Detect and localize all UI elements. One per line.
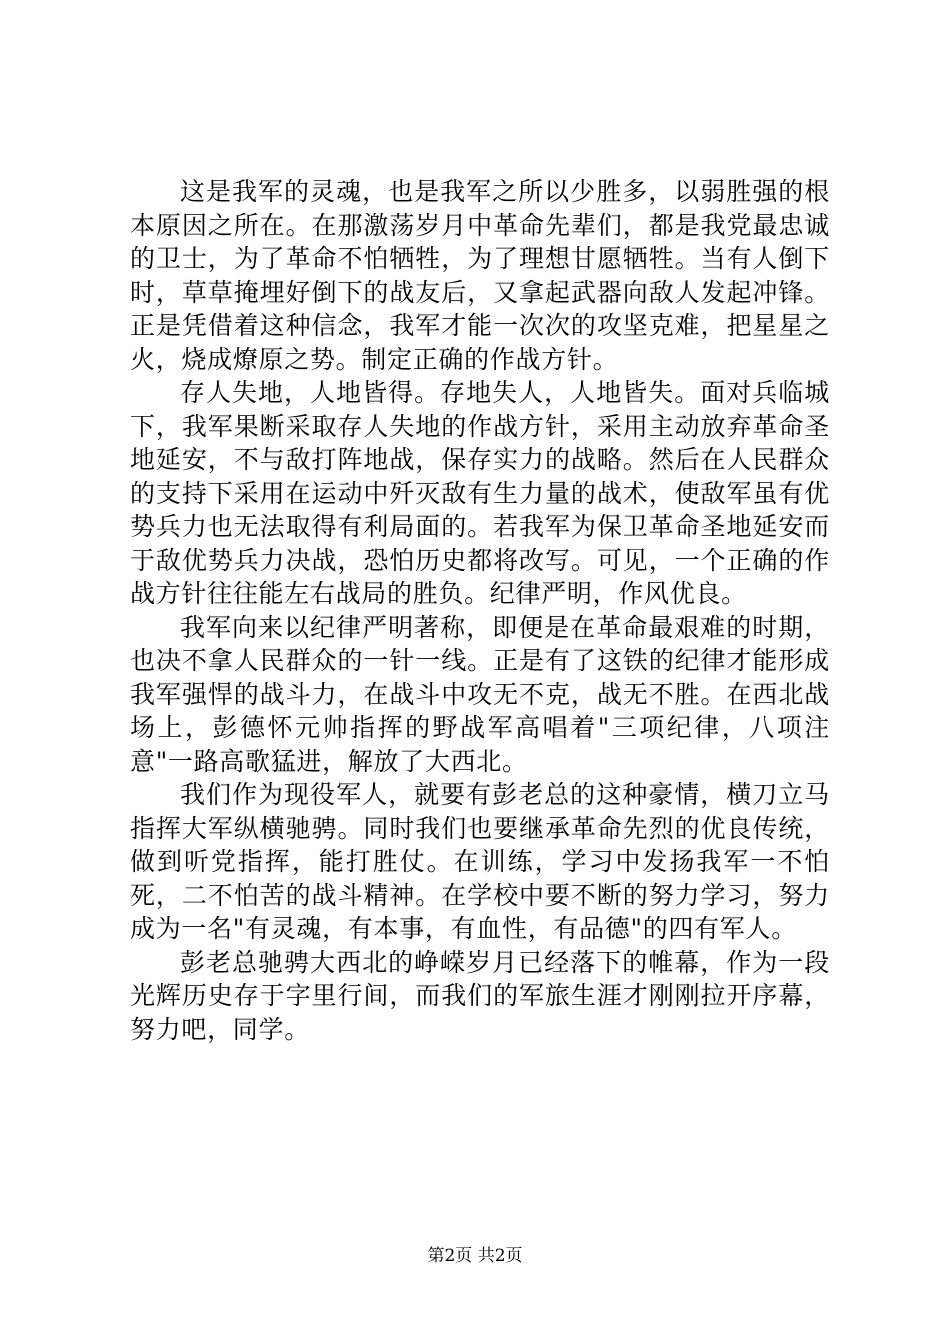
paragraph-3: 我军向来以纪律严明著称，即便是在革命最艰难的时期，也决不拿人民群众的一针一线。正是有了这铁的纪律才能形成我军强悍的战斗力，在战斗中攻无不克，战无不胜。在西北战场上，彭德怀元帅指挥的野战军高唱着"三项纪律，八项注意"一路高歌猛进，解放了大西北。 [130, 612, 830, 776]
paragraph-2: 存人失地，人地皆得。存地失人，人地皆失。面对兵临城下，我军果断采取存人失地的作战方针，采用主动放弃革命圣地延安，不与敌打阵地战，保存实力的战略。然后在人民群众的支持下采用在运动中歼灭敌有生力量的战术，使敌军虽有优势兵力也无法取得有利局面的。若我军为保卫革命圣地延安而于敌优势兵力决战，恐怕历史都将改写。可见，一个正确的作战方针往往能左右战局的胜负。纪律严明，作风优良。 [130, 378, 830, 608]
paragraph-5: 彭老总驰骋大西北的峥嵘岁月已经落下的帷幕，作为一段光辉历史存于字里行间，而我们的军旅生涯才刚刚拉开序幕，努力吧，同学。 [130, 947, 830, 1044]
paragraph-4: 我们作为现役军人，就要有彭老总的这种豪情，横刀立马指挥大军纵横驰骋。同时我们也要继承革命先烈的优良传统，做到听党指挥，能打胜仗。在训练，学习中发扬我军一不怕死，二不怕苦的战斗精神。在学校中要不断的努力学习，努力成为一名"有灵魂，有本事，有血性，有品德"的四有军人。 [130, 780, 830, 943]
body-text [130, 175, 830, 1046]
paragraph-1: 这是我军的灵魂，也是我军之所以少胜多，以弱胜强的根本原因之所在。在那激荡岁月中革命先辈们，都是我党最忠诚的卫士，为了革命不怕牺牲，为了理想甘愿牺牲。当有人倒下时，草草掩埋好倒下的战友后，又拿起武器向敌人发起冲锋。正是凭借着这种信念，我军才能一次次的攻坚克难，把星星之火，烧成燎原之势。制定正确的作战方针。 [130, 177, 830, 374]
page-footer: 第2页 共2页 [427, 1246, 523, 1266]
